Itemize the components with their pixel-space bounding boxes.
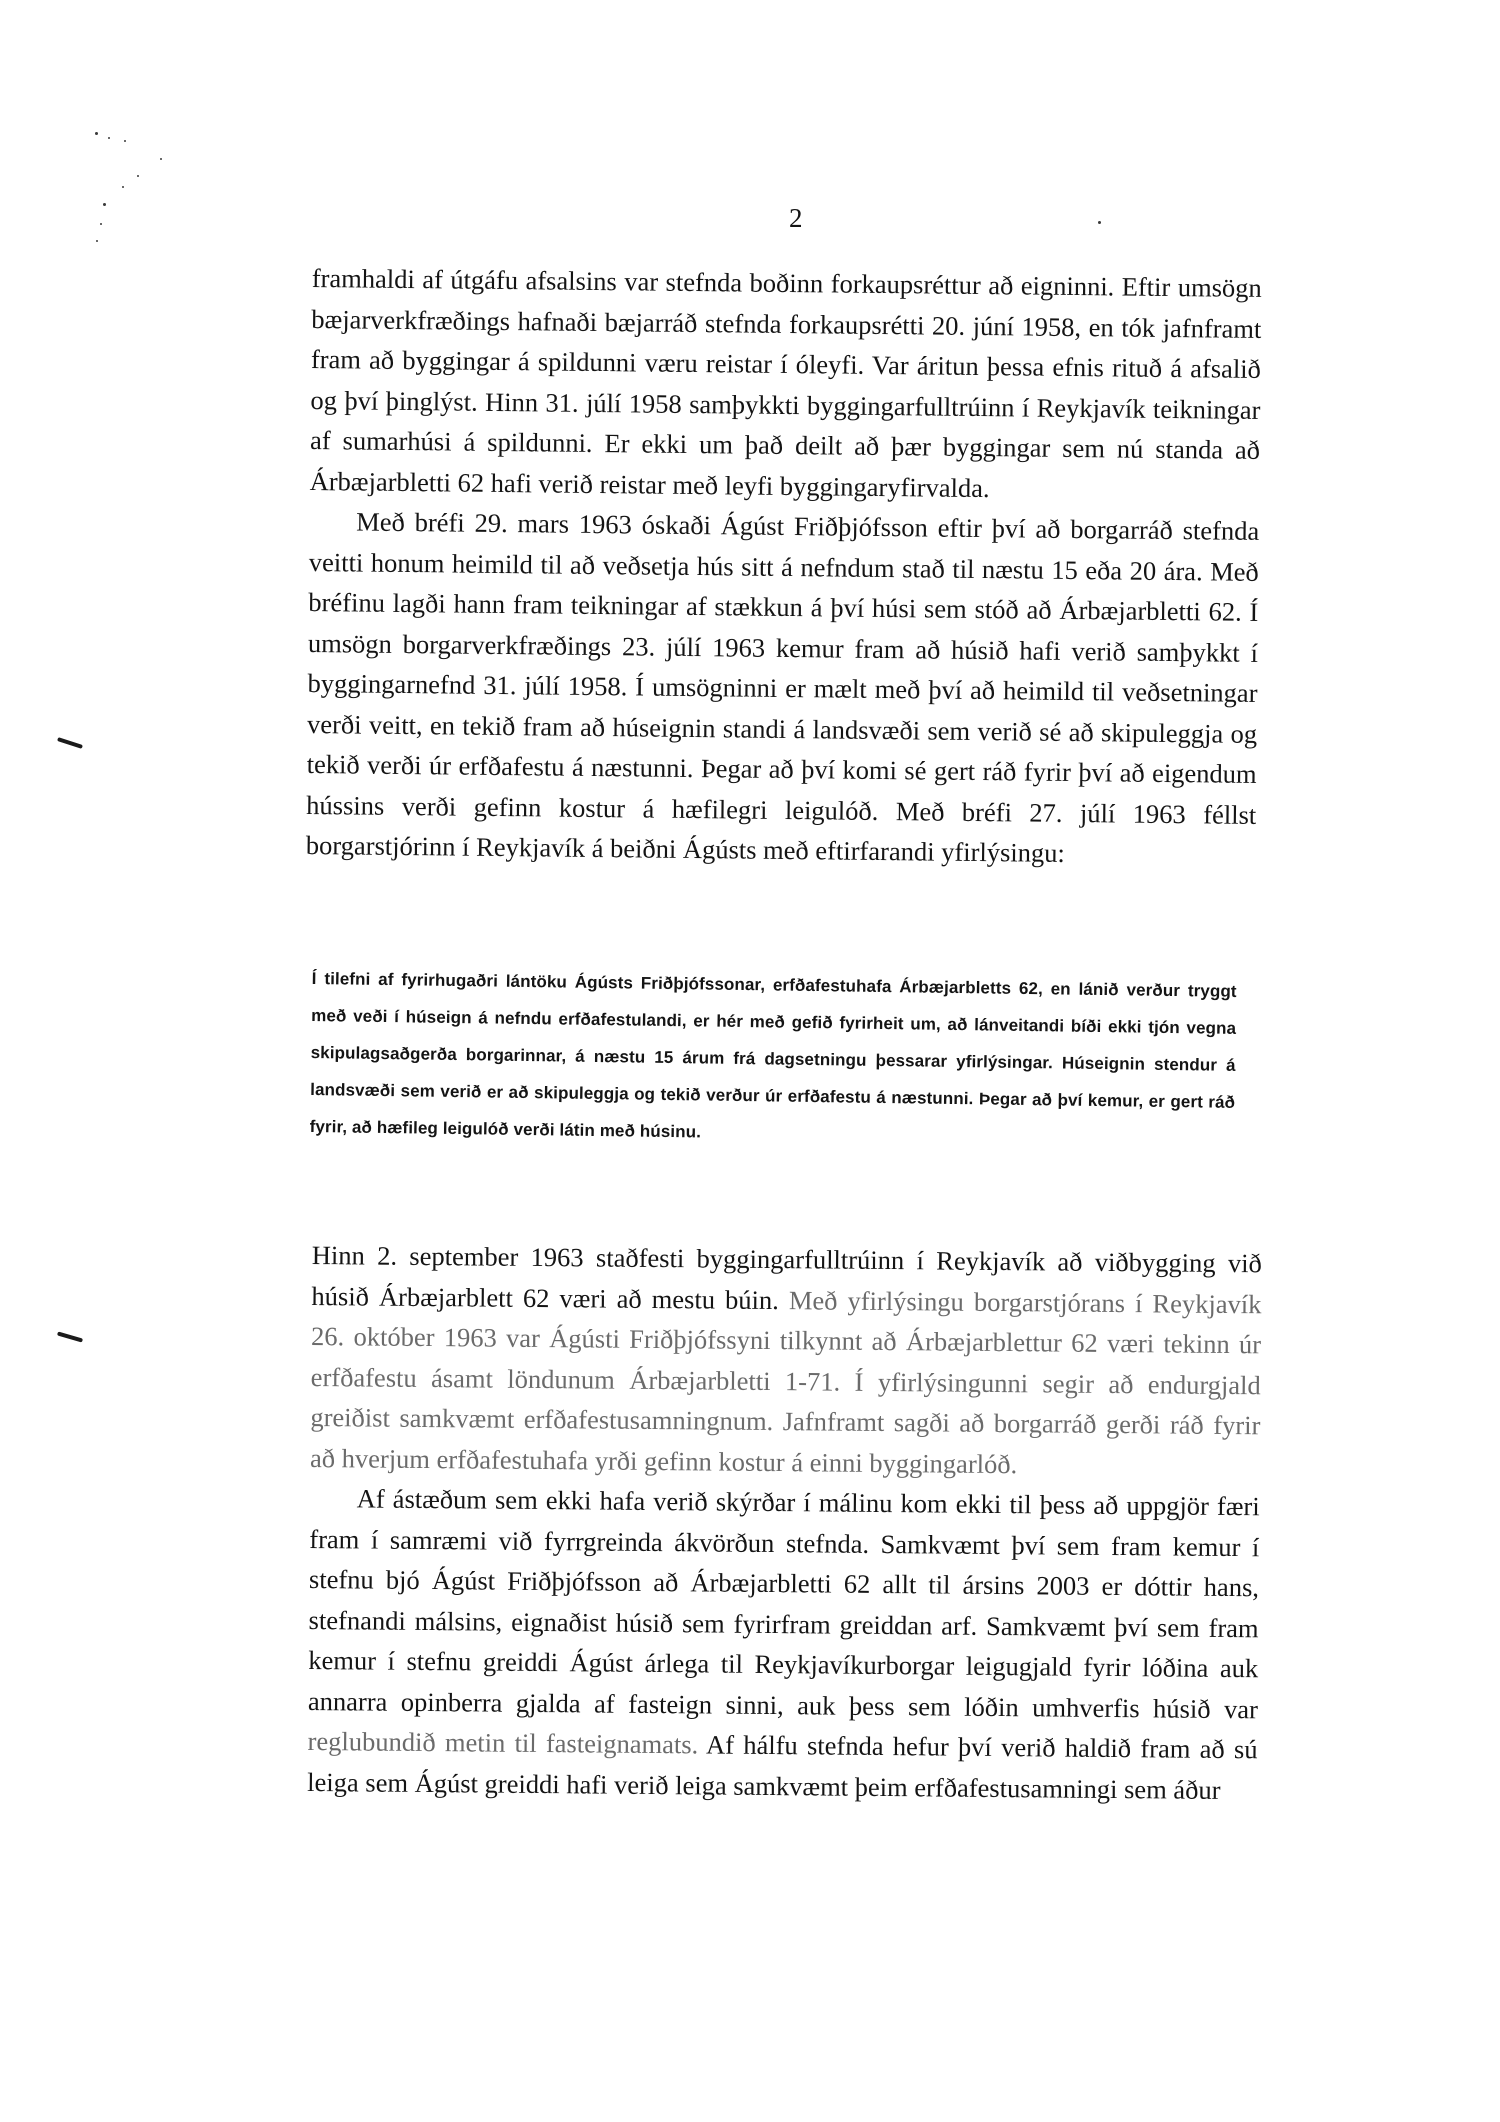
punch-mark	[57, 1331, 83, 1342]
scan-speck	[160, 158, 162, 160]
body-text-upper	[306, 258, 1262, 875]
scan-speck	[103, 203, 106, 206]
paragraph	[310, 1235, 1262, 1486]
paragraph-text: Af hálfu stefnda hefur því verið haldið fram að sú leiga sem Ágúst greiddi hafi verið leiga samkvæmt þeim erfðafestusamningi sem áður	[307, 1729, 1258, 1805]
paragraph-text: Af ástæðum sem ekki hafa verið skýrðar í málinu kom ekki til þess að uppgjör færi fram í samræmi við fyrrgreinda ákvörðun stefnda. Samkvæmt því sem fram kemur í stefnu bjó Ágúst Friðþjófsson að Árbæjarbletti 62 allt til ársins 2003 er dóttir hans, stefnandi málsins, eignaðist húsið sem fyrirfram greiddan arf. Samkvæmt því sem fram kemur í stefnu greiddi Ágúst árlega til Reykjavíkurborgar leigugjald fyrir lóðina auk annarra opinberra gjalda af fasteign sinni, auk þess sem lóðin umhverfis húsið var	[307, 1483, 1260, 1724]
scan-speck	[95, 132, 98, 135]
paragraph	[307, 1478, 1260, 1810]
paragraph: Með bréfi 29. mars 1963 óskaði Ágúst Friðþjófsson eftir því að borgarráð stefnda veitti honum heimild til að veðsetja hús sitt á nefndum stað til næstu 15 eða 20 ára. Með bréfinu lagði hann fram teikningar af stækkun á því húsi sem stóð að Árbæjarbletti 62. Í umsögn borgarverkfræðings 23. júlí 1963 kemur fram að húsið hafi verið samþykkt í byggingarnefnd 31. júlí 1958. Í umsögninni er mælt með því að heimild til veðsetningar verði veitt, en tekið fram að húseignin standi á landsvæði sem verið sé að skipuleggja og tekið verði úr erfðafestu á næstunni. Þegar að því komi sé gert ráð fyrir því að eigendum hússins verði gefinn kostur á hæfilegri leigulóð. Með bréfi 27. júlí 1963 féllst borgarstjórinn í Reykjavík á beiðni Ágústs með eftirfarandi yfirlýsingu:	[305, 506, 1260, 868]
scan-speck	[122, 186, 124, 188]
scan-speck	[96, 240, 98, 242]
faded-text: reglubundið metin til fasteignamats.	[307, 1725, 699, 1760]
block-quote: Í tilefni af fyrirhugaðri lántöku Ágústs Friðþjófssonar, erfðafestuhafa Árbæjarbletts 62, en lánið verður tryggt með veði í húseign á nefndu erfðafestulandi, er hér með gefið fyrirheit um, að lánveitandi bíði ekki tjón vegna skipulagsaðgerða borgarinnar, á næstu 15 árum frá dagsetningu þessarar yfirlýsingar. Húseignin stendur á landsvæði sem verið er að skipuleggja og tekið verður úr erfðafestu á næstunni. Þegar að því kemur, er gert ráð fyrir, að hæfileg leigulóð verði látin með húsinu.	[309, 968, 1237, 1142]
paragraph-text: Hinn 2. september 1963 staðfesti byggingarfulltrúinn í Reykjavík að viðbygging við húsið Árbæjarblett 62 væri að mestu búin.	[311, 1239, 1262, 1315]
punch-mark	[57, 737, 83, 749]
page-number: 2	[789, 203, 803, 233]
scan-speck	[1098, 221, 1101, 224]
body-text-lower	[307, 1235, 1262, 1810]
scan-speck	[100, 223, 102, 225]
scan-speck	[108, 137, 110, 139]
scan-speck	[124, 140, 126, 142]
paragraph: framhaldi af útgáfu afsalsins var stefnda boðinn forkaupsréttur að eigninni. Eftir umsögn bæjarverkfræðings hafnaði bæjarráð stefnda forkaupsrétti 20. júní 1958, en tók jafnframt fram að byggingar á spildunni væru reistar í óleyfi. Var áritun þessa efnis rituð á afsalið og því þinglýst. Hinn 31. júlí 1958 samþykkti byggingarfulltrúinn í Reykjavík teikningar af sumarhúsi á spildunni. Er ekki um það deilt að þær byggingar sem nú standa að Árbæjarbletti 62 hafi verið reistar með leyfi byggingaryfirvalda.	[309, 262, 1262, 503]
scan-speck	[137, 175, 139, 177]
faded-text: Með yfirlýsingu borgarstjórans í Reykjavík 26. október 1963 var Ágústi Friðþjófssyni tilkynnt að Árbæjarblettur 62 væri tekinn úr erfðafestu ásamt löndunum Árbæjarbletti 1-71. Í yfirlýsingunni segir að endurgjald greiðist samkvæmt erfðafestusamningnum. Jafnframt sagði að borgarráð gerði ráð fyrir að hverjum erfðafestuhafa yrði gefinn kostur á einni byggingarlóð.	[309, 1284, 1262, 1479]
